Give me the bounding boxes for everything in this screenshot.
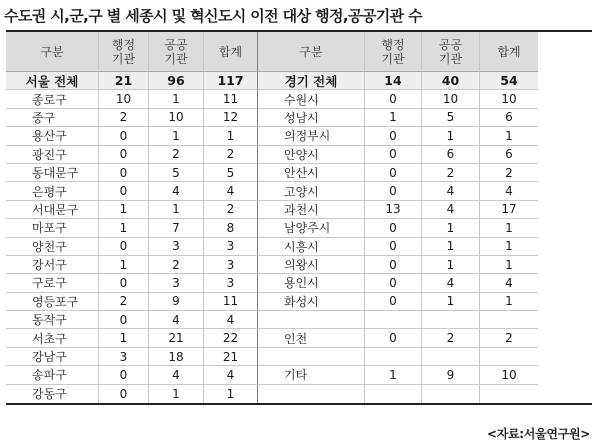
table-title: 수도권 시,군,구 별 세종시 및 혁신도시 이전 대상 행정,공공기관 수 <box>4 7 423 25</box>
seoul-district-name: 서대문구 <box>6 201 99 219</box>
source-note: <자료:서울연구원> <box>486 427 590 441</box>
seoul-total-count: 2 <box>204 146 258 164</box>
gyeonggi-admin-count: 0 <box>365 164 422 182</box>
header-public-seoul <box>149 32 204 72</box>
header-gubun-seoul: 구분 <box>6 32 99 72</box>
seoul-district-name: 은평구 <box>6 182 99 200</box>
seoul-district-name: 영등포구 <box>6 293 99 311</box>
seoul-admin-count: 0 <box>99 274 149 292</box>
seoul-total-sum: 117 <box>204 72 258 90</box>
seoul-public-count: 7 <box>149 219 204 237</box>
seoul-public-count: 1 <box>149 201 204 219</box>
seoul-district-name: 동대문구 <box>6 164 99 182</box>
seoul-admin-count: 0 <box>99 164 149 182</box>
seoul-total-count: 4 <box>204 182 258 200</box>
gyeonggi-admin-count: 0 <box>365 329 422 347</box>
gyeonggi-public-count: 5 <box>422 109 480 127</box>
gyeonggi-total-label: 경기 전체 <box>258 72 365 90</box>
seoul-district-name: 동작구 <box>6 311 99 329</box>
gyeonggi-public-count: 4 <box>422 274 480 292</box>
header-admin-line1: 행정 <box>381 37 405 52</box>
gyeonggi-total-count: 1 <box>480 256 538 274</box>
seoul-total-count: 21 <box>204 348 258 366</box>
gyeonggi-admin-count: 0 <box>365 219 422 237</box>
header-gubun-gyeonggi: 구분 <box>258 32 365 72</box>
seoul-public-count: 1 <box>149 127 204 145</box>
gyeonggi-public-count: 1 <box>422 219 480 237</box>
gyeonggi-total-count: 10 <box>480 366 538 384</box>
gyeonggi-public-count: 1 <box>422 256 480 274</box>
header-public-line1: 공공 <box>438 37 463 52</box>
seoul-admin-count: 0 <box>99 127 149 145</box>
gyeonggi-public-count <box>422 385 480 403</box>
gyeonggi-public-count: 4 <box>422 201 480 219</box>
header-public-gyeonggi <box>422 32 480 72</box>
seoul-district-name: 양천구 <box>6 238 99 256</box>
seoul-admin-count: 2 <box>99 293 149 311</box>
gyeonggi-total-count: 6 <box>480 109 538 127</box>
gyeonggi-total-count: 1 <box>480 127 538 145</box>
gyeonggi-total-sum: 54 <box>480 72 538 90</box>
gyeonggi-public-count <box>422 311 480 329</box>
seoul-public-count: 1 <box>149 90 204 108</box>
gyeonggi-city-name: 화성시 <box>258 293 365 311</box>
gyeonggi-total-public: 40 <box>422 72 480 90</box>
seoul-total-label: 서울 전체 <box>6 72 99 90</box>
header-total-seoul: 합계 <box>204 32 258 72</box>
seoul-total-count: 11 <box>204 293 258 311</box>
seoul-admin-count: 10 <box>99 90 149 108</box>
gyeonggi-total-count: 4 <box>480 274 538 292</box>
seoul-admin-count: 0 <box>99 146 149 164</box>
seoul-public-count: 4 <box>149 182 204 200</box>
gyeonggi-admin-count: 0 <box>365 146 422 164</box>
gyeonggi-public-count: 2 <box>422 164 480 182</box>
seoul-district-name: 강동구 <box>6 385 99 403</box>
gyeonggi-city-name: 기타 <box>258 366 365 384</box>
seoul-total-count: 3 <box>204 238 258 256</box>
gyeonggi-public-count: 2 <box>422 329 480 347</box>
gyeonggi-city-name: 남양주시 <box>258 219 365 237</box>
gyeonggi-public-count: 1 <box>422 127 480 145</box>
seoul-public-count: 2 <box>149 146 204 164</box>
gyeonggi-public-count: 1 <box>422 293 480 311</box>
seoul-public-count: 3 <box>149 238 204 256</box>
seoul-total-count: 22 <box>204 329 258 347</box>
header-admin-line2: 기관 <box>381 51 405 66</box>
gyeonggi-city-name: 고양시 <box>258 182 365 200</box>
gyeonggi-admin-count <box>365 311 422 329</box>
seoul-district-name: 중구 <box>6 109 99 127</box>
seoul-total-public: 96 <box>149 72 204 90</box>
seoul-public-count: 3 <box>149 274 204 292</box>
seoul-total-count: 12 <box>204 109 258 127</box>
seoul-admin-count: 1 <box>99 329 149 347</box>
seoul-public-count: 18 <box>149 348 204 366</box>
gyeonggi-total-count: 17 <box>480 201 538 219</box>
gyeonggi-admin-count: 0 <box>365 274 422 292</box>
gyeonggi-total-count: 2 <box>480 164 538 182</box>
gyeonggi-public-count: 6 <box>422 146 480 164</box>
gyeonggi-total-count <box>480 385 538 403</box>
seoul-public-count: 1 <box>149 385 204 403</box>
gyeonggi-total-count <box>480 311 538 329</box>
seoul-total-count: 2 <box>204 201 258 219</box>
gyeonggi-total-admin: 14 <box>365 72 422 90</box>
seoul-total-admin: 21 <box>99 72 149 90</box>
seoul-district-name: 종로구 <box>6 90 99 108</box>
gyeonggi-total-count: 6 <box>480 146 538 164</box>
gyeonggi-total-count: 1 <box>480 238 538 256</box>
header-public-line2: 기관 <box>438 51 463 66</box>
seoul-admin-count: 2 <box>99 109 149 127</box>
seoul-total-count: 1 <box>204 385 258 403</box>
header-admin-gyeonggi <box>365 32 422 72</box>
gyeonggi-city-name: 의정부시 <box>258 127 365 145</box>
seoul-public-count: 2 <box>149 256 204 274</box>
seoul-public-count: 9 <box>149 293 204 311</box>
gyeonggi-city-name <box>258 385 365 403</box>
gyeonggi-admin-count: 13 <box>365 201 422 219</box>
gyeonggi-public-count: 1 <box>422 238 480 256</box>
seoul-district-name: 구로구 <box>6 274 99 292</box>
seoul-total-count: 5 <box>204 164 258 182</box>
seoul-district-name: 서초구 <box>6 329 99 347</box>
seoul-admin-count: 0 <box>99 182 149 200</box>
gyeonggi-city-name: 시흥시 <box>258 238 365 256</box>
seoul-total-count: 8 <box>204 219 258 237</box>
data-table <box>6 30 592 405</box>
gyeonggi-city-name: 성남시 <box>258 109 365 127</box>
header-public-line2: 기관 <box>164 51 188 66</box>
seoul-total-count: 3 <box>204 256 258 274</box>
gyeonggi-city-name: 수원시 <box>258 90 365 108</box>
header-admin-seoul <box>99 32 149 72</box>
gyeonggi-public-count: 9 <box>422 366 480 384</box>
gyeonggi-total-count: 1 <box>480 293 538 311</box>
gyeonggi-total-count <box>480 348 538 366</box>
seoul-total-count: 4 <box>204 311 258 329</box>
gyeonggi-admin-count: 0 <box>365 127 422 145</box>
header-admin-line2: 기관 <box>111 51 136 66</box>
gyeonggi-admin-count <box>365 348 422 366</box>
gyeonggi-city-name: 용인시 <box>258 274 365 292</box>
gyeonggi-total-count: 2 <box>480 329 538 347</box>
seoul-district-name: 용산구 <box>6 127 99 145</box>
gyeonggi-admin-count: 1 <box>365 109 422 127</box>
gyeonggi-admin-count: 0 <box>365 256 422 274</box>
seoul-public-count: 10 <box>149 109 204 127</box>
seoul-total-count: 3 <box>204 274 258 292</box>
seoul-admin-count: 1 <box>99 219 149 237</box>
seoul-admin-count: 1 <box>99 256 149 274</box>
seoul-district-name: 마포구 <box>6 219 99 237</box>
seoul-total-count: 11 <box>204 90 258 108</box>
gyeonggi-city-name <box>258 348 365 366</box>
gyeonggi-city-name <box>258 311 365 329</box>
seoul-district-name: 강남구 <box>6 348 99 366</box>
gyeonggi-admin-count: 0 <box>365 182 422 200</box>
gyeonggi-total-count: 4 <box>480 182 538 200</box>
gyeonggi-city-name: 안산시 <box>258 164 365 182</box>
gyeonggi-city-name: 과천시 <box>258 201 365 219</box>
seoul-admin-count: 0 <box>99 385 149 403</box>
header-admin-line1: 행정 <box>111 37 136 52</box>
seoul-admin-count: 0 <box>99 366 149 384</box>
gyeonggi-admin-count: 0 <box>365 238 422 256</box>
gyeonggi-public-count <box>422 348 480 366</box>
seoul-public-count: 5 <box>149 164 204 182</box>
seoul-district-name: 강서구 <box>6 256 99 274</box>
gyeonggi-total-count: 10 <box>480 90 538 108</box>
gyeonggi-public-count: 10 <box>422 90 480 108</box>
seoul-total-count: 4 <box>204 366 258 384</box>
seoul-admin-count: 0 <box>99 311 149 329</box>
header-total-gyeonggi: 합계 <box>480 32 538 72</box>
seoul-district-name: 송파구 <box>6 366 99 384</box>
gyeonggi-city-name: 안양시 <box>258 146 365 164</box>
seoul-public-count: 4 <box>149 311 204 329</box>
gyeonggi-admin-count <box>365 385 422 403</box>
seoul-total-count: 1 <box>204 127 258 145</box>
seoul-public-count: 21 <box>149 329 204 347</box>
header-public-line1: 공공 <box>164 37 188 52</box>
seoul-admin-count: 1 <box>99 201 149 219</box>
gyeonggi-admin-count: 0 <box>365 293 422 311</box>
gyeonggi-admin-count: 1 <box>365 366 422 384</box>
gyeonggi-city-name: 의왕시 <box>258 256 365 274</box>
seoul-district-name: 광진구 <box>6 146 99 164</box>
gyeonggi-total-count: 1 <box>480 219 538 237</box>
seoul-admin-count: 3 <box>99 348 149 366</box>
gyeonggi-admin-count: 0 <box>365 90 422 108</box>
seoul-admin-count: 0 <box>99 238 149 256</box>
gyeonggi-public-count: 4 <box>422 182 480 200</box>
seoul-public-count: 4 <box>149 366 204 384</box>
gyeonggi-city-name: 인천 <box>258 329 365 347</box>
